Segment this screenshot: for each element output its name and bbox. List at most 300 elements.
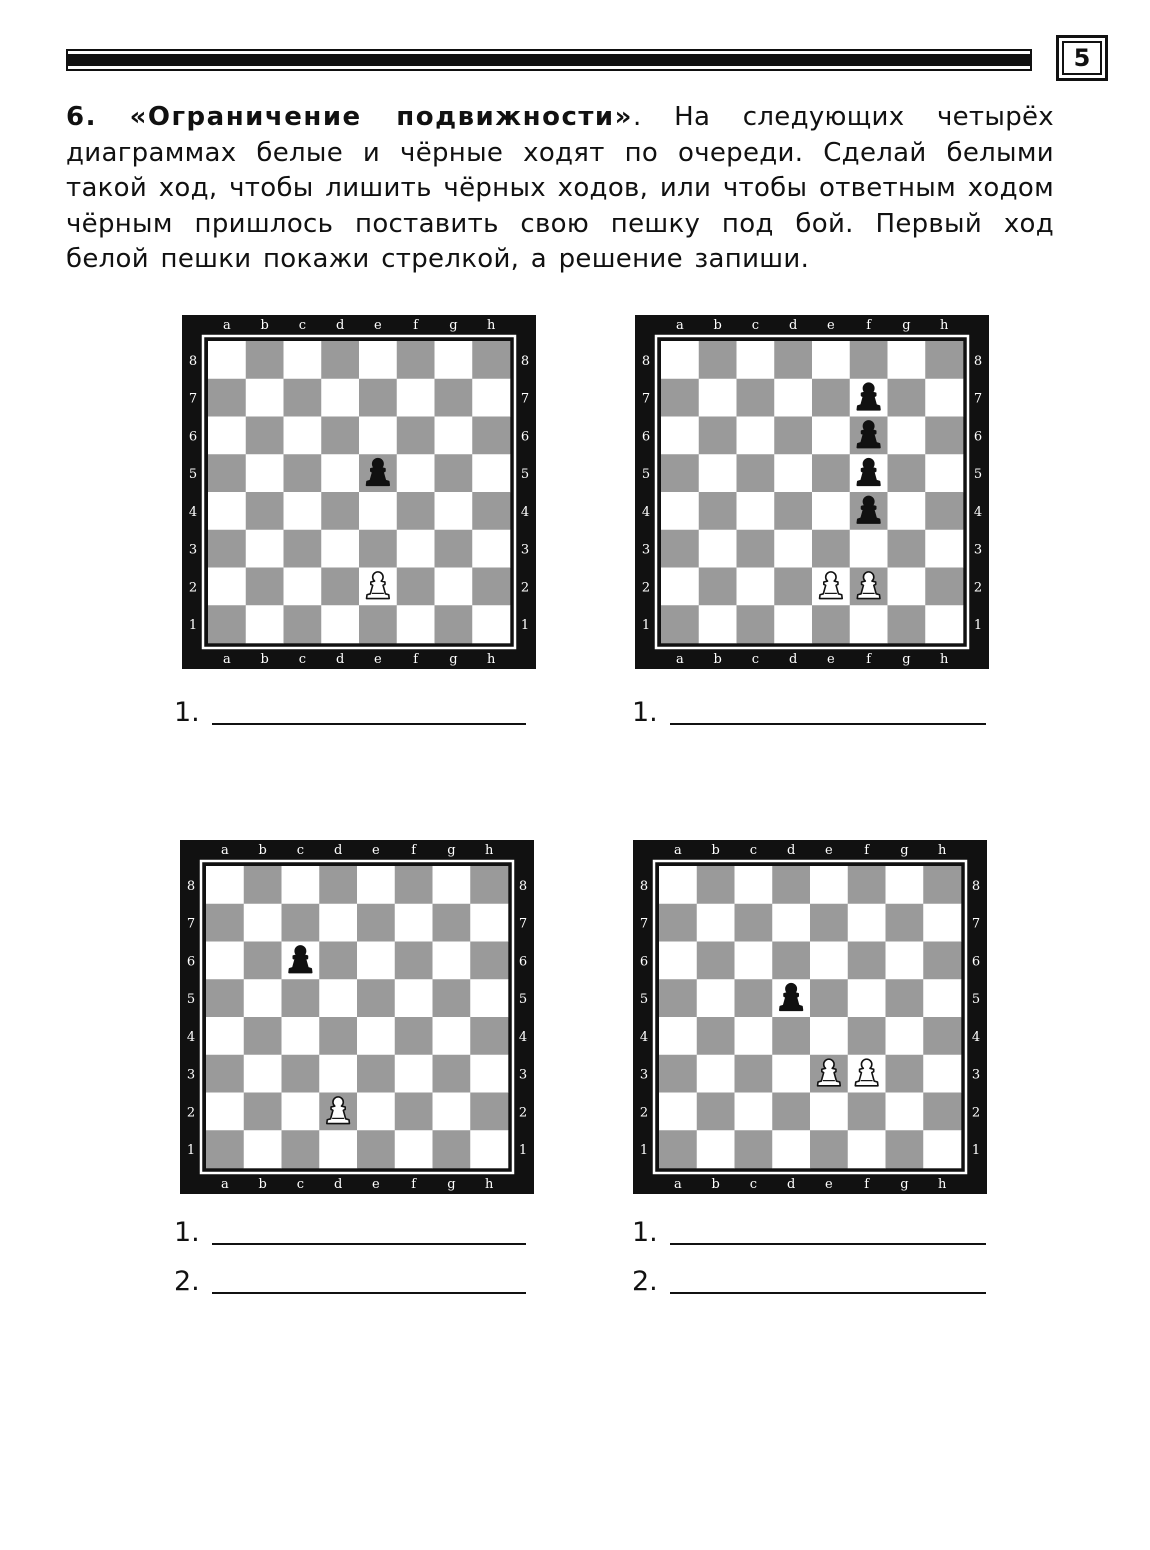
rank-label-left: 3 — [186, 1067, 196, 1083]
rank-label-right: 1 — [971, 1143, 981, 1159]
square-e8 — [812, 341, 850, 379]
square-e7 — [359, 379, 397, 417]
square-b2 — [699, 568, 737, 606]
file-label-top: e — [372, 843, 380, 858]
file-label-top: b — [258, 843, 267, 858]
file-label-top: b — [711, 843, 720, 858]
answer-line-2-1[interactable] — [632, 697, 986, 728]
file-label-bottom: h — [939, 652, 949, 667]
square-h4 — [470, 1017, 508, 1055]
file-label-bottom: f — [411, 1177, 417, 1192]
rank-label-right: 4 — [971, 1029, 981, 1045]
file-label-top: e — [374, 318, 382, 333]
square-b6 — [697, 942, 735, 980]
square-g2 — [433, 1093, 471, 1131]
square-g5 — [435, 454, 473, 492]
rank-label-left: 1 — [186, 1143, 196, 1159]
file-label-top: d — [786, 843, 796, 858]
square-a5 — [208, 454, 246, 492]
rank-label-left: 3 — [641, 542, 651, 558]
square-a2 — [661, 568, 699, 606]
square-h6 — [470, 942, 508, 980]
square-h1 — [925, 605, 963, 643]
square-f1 — [397, 605, 435, 643]
square-h5 — [472, 454, 510, 492]
square-f8 — [397, 341, 435, 379]
file-label-top: h — [486, 318, 496, 333]
rank-label-left: 3 — [188, 542, 198, 558]
square-g7 — [435, 379, 473, 417]
square-a7 — [208, 379, 246, 417]
square-g7 — [886, 904, 924, 942]
rank-label-right: 7 — [518, 916, 528, 932]
square-b7 — [246, 379, 284, 417]
rank-label-right: 2 — [518, 1105, 528, 1121]
rank-label-left: 6 — [188, 429, 198, 445]
square-h4 — [472, 492, 510, 530]
square-a1 — [659, 1130, 697, 1168]
chess-diagram-1 — [182, 315, 536, 669]
square-g8 — [433, 866, 471, 904]
rank-label-left: 8 — [186, 878, 196, 894]
square-c4 — [737, 492, 775, 530]
square-a8 — [659, 866, 697, 904]
square-c5 — [284, 454, 322, 492]
rank-label-left: 4 — [641, 504, 651, 520]
square-g2 — [435, 568, 473, 606]
square-e5 — [812, 454, 850, 492]
task-body: . На следующих четырёх диаграммах белые и чёрные ходят по очереди. Сделай белыми такой ход, чтобы лишить чёрных ходов, или чтобы ответным ходом чёрным пришлось поставить свою пешку под бой. Первый ход белой пешки покажи стрелкой, а решение запиши. — [66, 102, 1054, 274]
square-a6 — [659, 942, 697, 980]
rank-label-right: 1 — [520, 618, 530, 634]
square-a8 — [206, 866, 244, 904]
square-h2 — [923, 1093, 961, 1131]
file-label-bottom: e — [372, 1177, 380, 1192]
page-number: 5 — [1056, 35, 1108, 81]
square-b5 — [697, 979, 735, 1017]
square-d6 — [319, 942, 357, 980]
file-label-top: a — [675, 318, 684, 333]
square-h8 — [472, 341, 510, 379]
square-f2 — [397, 568, 435, 606]
square-a4 — [661, 492, 699, 530]
rank-label-left: 4 — [639, 1029, 649, 1045]
square-f8 — [850, 341, 888, 379]
square-f4 — [395, 1017, 433, 1055]
answer-number: 1. — [632, 697, 658, 728]
square-h3 — [470, 1055, 508, 1093]
square-f7 — [848, 904, 886, 942]
square-g1 — [886, 1130, 924, 1168]
file-label-bottom: a — [222, 652, 231, 667]
square-b3 — [699, 530, 737, 568]
square-d1 — [321, 605, 359, 643]
rank-label-right: 7 — [971, 916, 981, 932]
square-e3 — [359, 530, 397, 568]
square-h8 — [923, 866, 961, 904]
square-d4 — [774, 492, 812, 530]
rank-label-left: 4 — [186, 1029, 196, 1045]
square-c3 — [735, 1055, 773, 1093]
answer-number: 1. — [174, 697, 200, 728]
square-d3 — [321, 530, 359, 568]
rank-label-left: 2 — [639, 1105, 649, 1121]
square-g4 — [888, 492, 926, 530]
square-d1 — [772, 1130, 810, 1168]
meander-border — [66, 49, 1032, 71]
file-label-bottom: a — [675, 652, 684, 667]
square-f6 — [395, 942, 433, 980]
square-a8 — [208, 341, 246, 379]
square-a2 — [659, 1093, 697, 1131]
rank-label-left: 7 — [641, 391, 651, 407]
square-d6 — [774, 417, 812, 455]
square-e1 — [357, 1130, 395, 1168]
square-g6 — [435, 417, 473, 455]
square-c2 — [284, 568, 322, 606]
square-c5 — [737, 454, 775, 492]
square-d5 — [319, 979, 357, 1017]
file-label-top: f — [411, 843, 417, 858]
answer-line-3-2[interactable] — [174, 1266, 526, 1297]
square-a5 — [659, 979, 697, 1017]
square-c1 — [735, 1130, 773, 1168]
square-h5 — [925, 454, 963, 492]
square-g8 — [886, 866, 924, 904]
square-b8 — [699, 341, 737, 379]
file-label-top: g — [449, 318, 458, 333]
file-label-bottom: b — [711, 1177, 720, 1192]
square-d3 — [774, 530, 812, 568]
square-a5 — [206, 979, 244, 1017]
square-b2 — [246, 568, 284, 606]
square-c4 — [284, 492, 322, 530]
rank-label-right: 3 — [518, 1067, 528, 1083]
file-label-top: h — [937, 843, 947, 858]
square-a8 — [661, 341, 699, 379]
square-c1 — [282, 1130, 320, 1168]
rank-label-left: 5 — [186, 992, 196, 1008]
square-h3 — [472, 530, 510, 568]
square-b7 — [697, 904, 735, 942]
file-label-bottom: e — [827, 652, 835, 667]
rank-label-right: 6 — [520, 429, 530, 445]
rank-label-left: 2 — [188, 580, 198, 596]
rank-label-right: 7 — [520, 391, 530, 407]
square-d4 — [321, 492, 359, 530]
square-a1 — [661, 605, 699, 643]
square-f5 — [397, 454, 435, 492]
square-f3 — [395, 1055, 433, 1093]
chess-diagram-4 — [633, 840, 987, 1194]
square-f6 — [848, 942, 886, 980]
square-e7 — [810, 904, 848, 942]
file-label-top: b — [260, 318, 269, 333]
chess-board-svg — [635, 315, 989, 669]
rank-label-right: 4 — [973, 504, 983, 520]
square-e1 — [810, 1130, 848, 1168]
square-d8 — [319, 866, 357, 904]
chess-board-svg — [180, 840, 534, 1194]
rank-label-right: 8 — [520, 353, 530, 369]
file-label-bottom: h — [937, 1177, 947, 1192]
rank-label-left: 8 — [641, 353, 651, 369]
square-b8 — [697, 866, 735, 904]
square-d4 — [772, 1017, 810, 1055]
file-label-bottom: c — [296, 1177, 305, 1192]
square-a4 — [659, 1017, 697, 1055]
answer-number: 2. — [174, 1266, 200, 1297]
file-label-bottom: d — [335, 652, 345, 667]
square-f1 — [395, 1130, 433, 1168]
square-b5 — [246, 454, 284, 492]
square-e2 — [357, 1093, 395, 1131]
rank-label-left: 8 — [639, 878, 649, 894]
file-label-top: e — [825, 843, 833, 858]
square-g1 — [888, 605, 926, 643]
square-h7 — [472, 379, 510, 417]
square-g3 — [888, 530, 926, 568]
file-label-bottom: e — [825, 1177, 833, 1192]
answer-line-1-1[interactable] — [174, 697, 526, 728]
square-a1 — [208, 605, 246, 643]
rank-label-right: 5 — [520, 467, 530, 483]
square-e2 — [810, 1093, 848, 1131]
square-h1 — [923, 1130, 961, 1168]
square-e1 — [812, 605, 850, 643]
rank-label-right: 4 — [520, 504, 530, 520]
square-f4 — [848, 1017, 886, 1055]
square-d7 — [772, 904, 810, 942]
square-e4 — [812, 492, 850, 530]
square-e7 — [357, 904, 395, 942]
square-c7 — [282, 904, 320, 942]
square-c3 — [737, 530, 775, 568]
square-h4 — [923, 1017, 961, 1055]
rank-label-left: 7 — [186, 916, 196, 932]
square-d7 — [774, 379, 812, 417]
square-c6 — [735, 942, 773, 980]
rank-label-right: 6 — [971, 954, 981, 970]
square-c1 — [737, 605, 775, 643]
rank-label-right: 2 — [971, 1105, 981, 1121]
answer-number: 1. — [174, 1217, 200, 1248]
file-label-bottom: h — [486, 652, 496, 667]
square-c7 — [735, 904, 773, 942]
square-d7 — [319, 904, 357, 942]
square-b6 — [699, 417, 737, 455]
square-e8 — [810, 866, 848, 904]
chess-diagram-3 — [180, 840, 534, 1194]
square-f1 — [848, 1130, 886, 1168]
square-f5 — [395, 979, 433, 1017]
square-g1 — [433, 1130, 471, 1168]
square-f1 — [850, 605, 888, 643]
square-d5 — [321, 454, 359, 492]
square-d7 — [321, 379, 359, 417]
file-label-bottom: h — [484, 1177, 494, 1192]
rank-label-left: 2 — [186, 1105, 196, 1121]
rank-label-right: 3 — [973, 542, 983, 558]
answer-line-3-1[interactable] — [174, 1217, 526, 1248]
rank-label-left: 2 — [641, 580, 651, 596]
square-f5 — [848, 979, 886, 1017]
square-a6 — [661, 417, 699, 455]
square-d8 — [321, 341, 359, 379]
square-e7 — [812, 379, 850, 417]
file-label-bottom: b — [258, 1177, 267, 1192]
square-b8 — [246, 341, 284, 379]
square-g5 — [433, 979, 471, 1017]
square-b8 — [244, 866, 282, 904]
square-c8 — [737, 341, 775, 379]
file-label-top: b — [713, 318, 722, 333]
answer-number: 2. — [632, 1266, 658, 1297]
file-label-bottom: c — [298, 652, 307, 667]
square-a3 — [661, 530, 699, 568]
square-e3 — [357, 1055, 395, 1093]
square-a7 — [659, 904, 697, 942]
square-b1 — [244, 1130, 282, 1168]
square-g7 — [888, 379, 926, 417]
square-g5 — [888, 454, 926, 492]
rank-label-right: 3 — [971, 1067, 981, 1083]
square-g6 — [886, 942, 924, 980]
square-g2 — [888, 568, 926, 606]
chess-diagram-2 — [635, 315, 989, 669]
square-d8 — [774, 341, 812, 379]
square-a3 — [659, 1055, 697, 1093]
square-h7 — [925, 379, 963, 417]
square-b5 — [699, 454, 737, 492]
square-b2 — [244, 1093, 282, 1131]
file-label-bottom: g — [902, 652, 911, 667]
square-c2 — [735, 1093, 773, 1131]
file-label-bottom: c — [749, 1177, 758, 1192]
file-label-bottom: b — [260, 652, 269, 667]
square-b7 — [244, 904, 282, 942]
square-b3 — [246, 530, 284, 568]
square-g3 — [886, 1055, 924, 1093]
file-label-top: f — [864, 843, 870, 858]
square-h6 — [925, 417, 963, 455]
file-label-bottom: f — [864, 1177, 870, 1192]
square-c5 — [282, 979, 320, 1017]
square-f4 — [397, 492, 435, 530]
square-h3 — [925, 530, 963, 568]
rank-label-left: 5 — [188, 467, 198, 483]
square-a4 — [206, 1017, 244, 1055]
square-d4 — [319, 1017, 357, 1055]
rank-label-right: 5 — [518, 992, 528, 1008]
square-c6 — [737, 417, 775, 455]
file-label-top: c — [298, 318, 307, 333]
square-c8 — [282, 866, 320, 904]
square-f3 — [397, 530, 435, 568]
file-label-top: d — [333, 843, 343, 858]
square-c1 — [284, 605, 322, 643]
square-e4 — [810, 1017, 848, 1055]
square-b1 — [699, 605, 737, 643]
file-label-bottom: a — [673, 1177, 682, 1192]
rank-label-right: 5 — [973, 467, 983, 483]
square-b4 — [699, 492, 737, 530]
file-label-bottom: g — [447, 1177, 456, 1192]
rank-label-left: 1 — [188, 618, 198, 634]
square-c8 — [735, 866, 773, 904]
rank-label-left: 1 — [641, 618, 651, 634]
square-e8 — [357, 866, 395, 904]
square-f8 — [395, 866, 433, 904]
file-label-top: e — [827, 318, 835, 333]
file-label-top: c — [296, 843, 305, 858]
file-label-bottom: b — [713, 652, 722, 667]
rank-label-left: 8 — [188, 353, 198, 369]
file-label-top: f — [866, 318, 872, 333]
square-c8 — [284, 341, 322, 379]
square-e5 — [810, 979, 848, 1017]
file-label-bottom: a — [220, 1177, 229, 1192]
square-h2 — [472, 568, 510, 606]
chess-board-svg — [182, 315, 536, 669]
file-label-bottom: g — [449, 652, 458, 667]
square-g3 — [435, 530, 473, 568]
square-b3 — [244, 1055, 282, 1093]
square-h8 — [470, 866, 508, 904]
square-d6 — [772, 942, 810, 980]
answer-line-4-1[interactable] — [632, 1217, 986, 1248]
rank-label-left: 6 — [186, 954, 196, 970]
square-b6 — [246, 417, 284, 455]
square-e6 — [359, 417, 397, 455]
file-label-top: a — [220, 843, 229, 858]
file-label-top: g — [900, 843, 909, 858]
rank-label-left: 6 — [639, 954, 649, 970]
square-g2 — [886, 1093, 924, 1131]
rank-label-right: 1 — [973, 618, 983, 634]
square-h5 — [923, 979, 961, 1017]
rank-label-left: 7 — [188, 391, 198, 407]
file-label-top: d — [335, 318, 345, 333]
square-h3 — [923, 1055, 961, 1093]
square-d3 — [319, 1055, 357, 1093]
rank-label-right: 8 — [973, 353, 983, 369]
square-h8 — [925, 341, 963, 379]
square-g7 — [433, 904, 471, 942]
square-f2 — [848, 1093, 886, 1131]
rank-label-right: 6 — [973, 429, 983, 445]
square-c2 — [737, 568, 775, 606]
chess-board-svg — [633, 840, 987, 1194]
square-d3 — [772, 1055, 810, 1093]
square-a7 — [661, 379, 699, 417]
task-title: «Ограничение подвижности» — [129, 102, 633, 132]
square-d1 — [319, 1130, 357, 1168]
rank-label-right: 5 — [971, 992, 981, 1008]
rank-label-right: 8 — [518, 878, 528, 894]
file-label-top: h — [939, 318, 949, 333]
square-c4 — [282, 1017, 320, 1055]
square-c7 — [737, 379, 775, 417]
square-f7 — [395, 904, 433, 942]
answer-line-4-2[interactable] — [632, 1266, 986, 1297]
square-g4 — [886, 1017, 924, 1055]
rank-label-right: 7 — [973, 391, 983, 407]
square-a2 — [208, 568, 246, 606]
square-d6 — [321, 417, 359, 455]
square-d1 — [774, 605, 812, 643]
rank-label-right: 8 — [971, 878, 981, 894]
